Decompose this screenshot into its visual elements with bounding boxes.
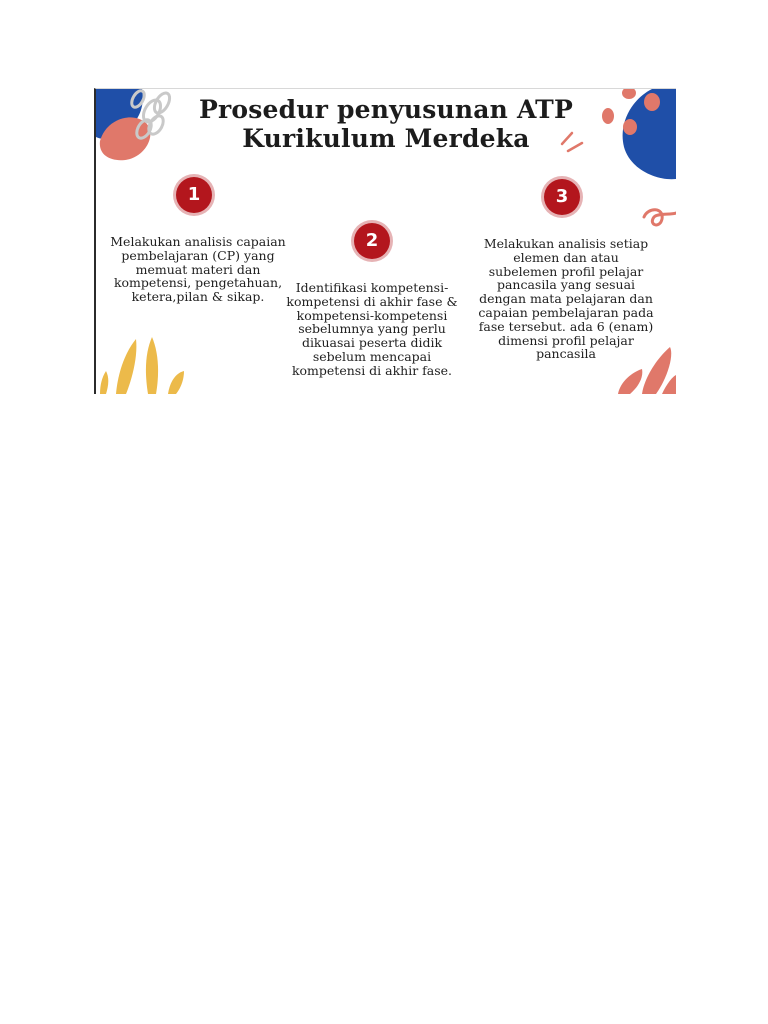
coral-dot-2: [622, 89, 636, 99]
step-1-badge: 1: [176, 177, 212, 213]
step-1-text: Melakukan analisis capaian pembelajaran (CP) yang memuat materi dan kompetensi, pengetahuan, ketera,pilan & sikap.: [110, 234, 286, 305]
title-line-1: Prosedur penyusunan ATP: [199, 95, 573, 124]
infographic-slide: [94, 88, 676, 394]
title-line-2: Kurikulum Merdeka: [242, 124, 530, 153]
coral-swirl-right: [644, 210, 676, 225]
step-2-badge: 2: [354, 223, 390, 259]
coral-dot-1: [644, 93, 660, 111]
page-title: [166, 95, 606, 153]
step-3-badge: 3: [544, 179, 580, 215]
coral-dot-4: [623, 119, 637, 135]
step-3-text: Melakukan analisis setiap elemen dan atau subelemen profil pelajar pancasila yang sesuai dengan mata pelajaran dan capaian pembelajaran pada fase tersebut. ada 6 (enam) dimensi profil pelajar pancasila: [478, 236, 654, 362]
yellow-leaves-bottom-left: [100, 337, 184, 394]
step-2-text: Identifikasi kompetensi-kompetensi di akhir fase & kompetensi-kompetensi sebelumnya yang perlu dikuasai peserta didik sebelum mencapai kompetensi di akhir fase.: [286, 280, 458, 378]
